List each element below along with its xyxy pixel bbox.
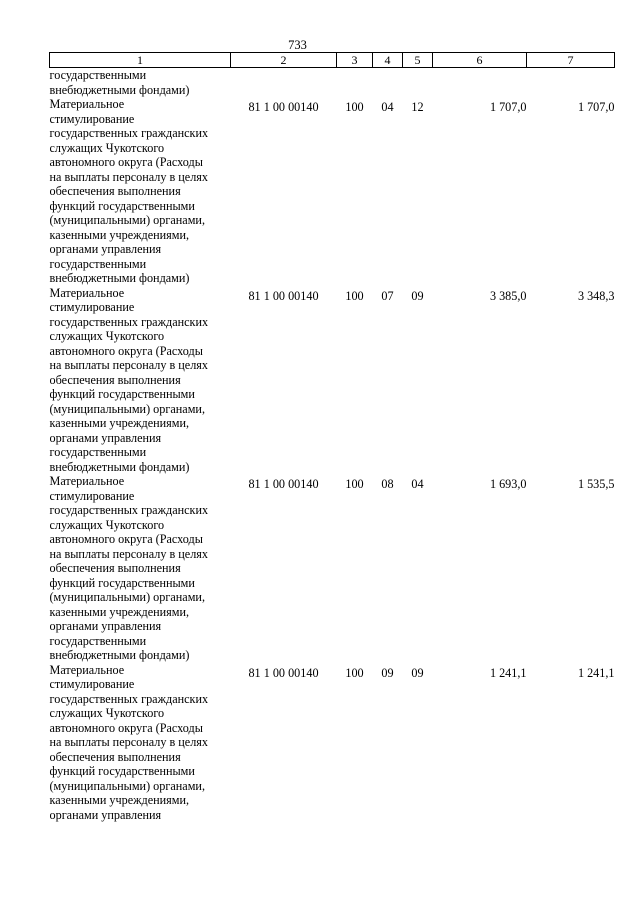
description-line: обеспечения выполнения bbox=[49, 561, 181, 575]
description-line: обеспечения выполнения bbox=[49, 749, 181, 764]
column-header-7: 7 bbox=[527, 53, 615, 68]
table-row bbox=[50, 474, 615, 663]
description-line: государственных гражданских bbox=[49, 503, 209, 517]
column-header-2: 2 bbox=[231, 53, 337, 68]
executed-amount: 1 535,5 bbox=[577, 477, 615, 491]
description-line: казенными учреждениями, bbox=[49, 793, 190, 807]
description-line: на выплаты персоналу в целях bbox=[49, 735, 208, 749]
description-line: обеспечения выполнения bbox=[49, 372, 181, 387]
description-line: государственными bbox=[49, 68, 147, 82]
description-line: государственными bbox=[49, 256, 147, 271]
description-line: органами управления bbox=[49, 242, 162, 256]
column-header-6: 6 bbox=[433, 53, 527, 68]
description-line: служащих Чукотского bbox=[49, 329, 165, 343]
target-article-code: 81 1 00 00140 bbox=[248, 288, 319, 303]
description-line: служащих Чукотского bbox=[49, 517, 165, 532]
page-number: 733 bbox=[288, 38, 307, 52]
description-line: на выплаты персоналу в целях bbox=[49, 169, 208, 184]
budget-table bbox=[49, 52, 615, 822]
section-code: 09 bbox=[381, 665, 394, 680]
executed-amount: 3 348,3 bbox=[577, 288, 615, 303]
section-code: 04 bbox=[381, 100, 394, 114]
table-row bbox=[50, 286, 615, 475]
table-header bbox=[50, 53, 615, 68]
description-line: стимулирование bbox=[49, 300, 135, 314]
description-line: (муниципальными) органами, bbox=[49, 590, 205, 604]
description-line: стимулирование bbox=[49, 677, 135, 691]
table-row bbox=[50, 663, 615, 823]
description-line: автономного округа (Расходы bbox=[49, 532, 203, 546]
description-line: автономного округа (Расходы bbox=[49, 155, 203, 169]
description-line: функций государственными bbox=[49, 575, 195, 590]
description-line: Материальное bbox=[49, 97, 125, 111]
approved-amount: 1 707,0 bbox=[489, 100, 527, 114]
target-article-code: 81 1 00 00140 bbox=[248, 477, 319, 491]
section-code: 08 bbox=[381, 477, 394, 491]
description-line: автономного округа (Расходы bbox=[49, 720, 203, 735]
description-line: Материальное bbox=[49, 662, 125, 677]
subsection-code: 09 bbox=[411, 288, 424, 303]
subsection-code: 04 bbox=[411, 477, 424, 491]
description-line: (муниципальными) органами, bbox=[49, 778, 205, 793]
description-line: (муниципальными) органами, bbox=[49, 213, 205, 227]
expense-type-code: 100 bbox=[345, 477, 364, 491]
column-header-4: 4 bbox=[373, 53, 403, 68]
description-line: государственными bbox=[49, 445, 147, 459]
description-line: государственных гражданских bbox=[49, 314, 209, 329]
description-line: органами управления bbox=[49, 619, 162, 633]
expense-type-code: 100 bbox=[345, 288, 364, 303]
description-line: служащих Чукотского bbox=[49, 706, 165, 720]
executed-amount: 1 707,0 bbox=[577, 100, 615, 114]
description-line: функций государственными bbox=[49, 764, 195, 778]
target-article-code: 81 1 00 00140 bbox=[248, 665, 319, 680]
description-line: на выплаты персоналу в целях bbox=[49, 358, 208, 372]
row-description bbox=[50, 286, 231, 475]
description-line: стимулирование bbox=[49, 111, 135, 126]
continuation-description bbox=[50, 68, 231, 98]
executed-amount: 1 241,1 bbox=[577, 665, 615, 680]
description-line: функций государственными bbox=[49, 198, 195, 213]
table-body bbox=[50, 68, 615, 823]
row-description bbox=[50, 663, 231, 823]
description-line: (муниципальными) органами, bbox=[49, 401, 205, 416]
section-code: 07 bbox=[381, 288, 394, 303]
description-line: на выплаты персоналу в целях bbox=[49, 546, 208, 561]
description-line: казенными учреждениями, bbox=[49, 604, 190, 619]
approved-amount: 1 693,0 bbox=[489, 477, 527, 491]
description-line: органами управления bbox=[49, 430, 162, 445]
description-line: служащих Чукотского bbox=[49, 140, 165, 155]
header-row bbox=[50, 53, 615, 68]
column-header-3: 3 bbox=[337, 53, 373, 68]
column-header-5: 5 bbox=[403, 53, 433, 68]
row-description bbox=[50, 474, 231, 663]
subsection-code: 09 bbox=[411, 665, 424, 680]
subsection-code: 12 bbox=[411, 100, 424, 114]
continuation-row bbox=[50, 68, 615, 98]
description-line: автономного округа (Расходы bbox=[49, 343, 203, 358]
description-line: стимулирование bbox=[49, 488, 135, 503]
description-line: функций государственными bbox=[49, 387, 195, 401]
approved-amount: 1 241,1 bbox=[489, 665, 527, 680]
description-line: казенными учреждениями, bbox=[49, 416, 190, 430]
description-line: органами управления bbox=[49, 807, 162, 822]
description-line: государственных гражданских bbox=[49, 691, 209, 706]
description-line: внебюджетными фондами) bbox=[49, 459, 190, 474]
description-line: обеспечения выполнения bbox=[49, 184, 181, 198]
description-line: государственными bbox=[49, 633, 147, 648]
target-article-code: 81 1 00 00140 bbox=[248, 100, 319, 114]
approved-amount: 3 385,0 bbox=[489, 288, 527, 303]
description-line: внебюджетными фондами) bbox=[49, 82, 190, 97]
description-line: внебюджетными фондами) bbox=[49, 648, 190, 662]
description-line: казенными учреждениями, bbox=[49, 227, 190, 242]
expense-type-code: 100 bbox=[345, 665, 364, 680]
expense-type-code: 100 bbox=[345, 100, 364, 114]
description-line: Материальное bbox=[49, 285, 125, 300]
column-header-1: 1 bbox=[50, 53, 231, 68]
description-line: Материальное bbox=[49, 474, 125, 488]
description-line: внебюджетными фондами) bbox=[49, 271, 190, 285]
table-row bbox=[50, 97, 615, 286]
row-description bbox=[50, 97, 231, 286]
description-line: государственных гражданских bbox=[49, 126, 209, 140]
